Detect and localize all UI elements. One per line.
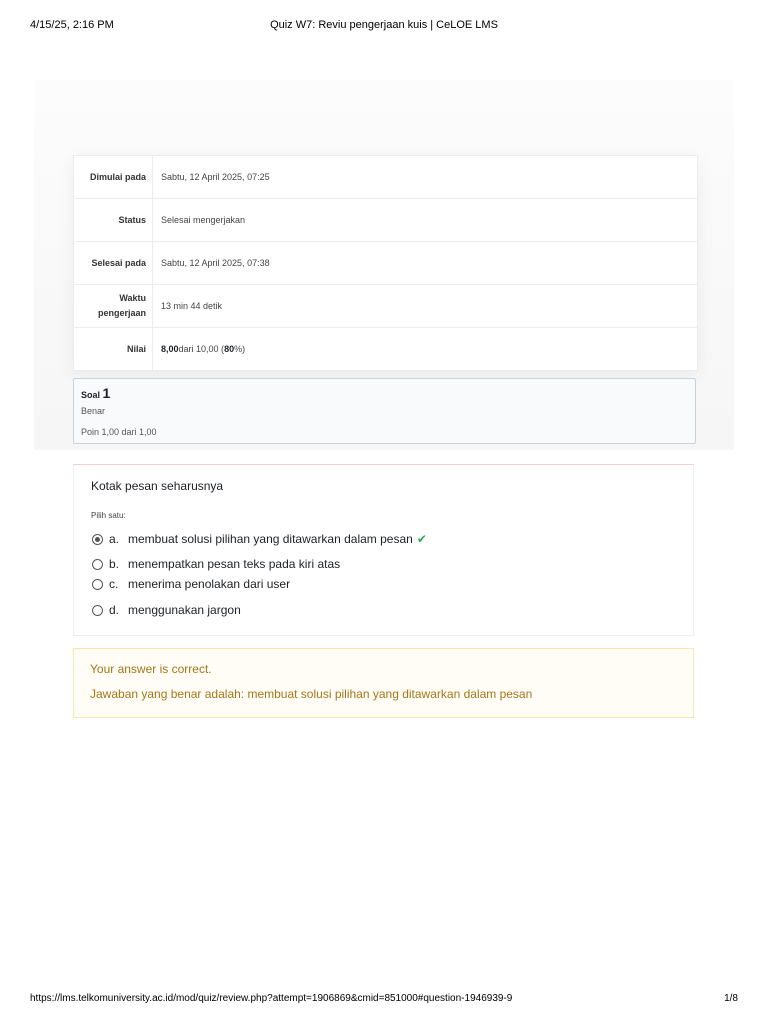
grade-percent: 80: [224, 344, 235, 354]
print-url: https://lms.telkomuniversity.ac.id/mod/quiz/review.php?attempt=1906869&cmid=851000#question-1946939-9: [30, 993, 513, 1004]
completed-label: Selesai pada: [91, 257, 146, 268]
question-info: [73, 378, 696, 444]
duration-label-line2: pengerjaan: [97, 308, 146, 318]
answer-option-a[interactable]: [92, 532, 427, 546]
summary-row-completed: [74, 242, 697, 285]
summary-row-duration: [74, 285, 697, 328]
print-header: [0, 19, 768, 33]
grade-score: 8,00: [161, 344, 179, 354]
grade-value: [152, 328, 697, 370]
check-icon: ✔: [416, 532, 427, 546]
option-text: menerima penolakan dari user: [128, 577, 291, 591]
radio-option-a[interactable]: [92, 534, 103, 545]
option-letter: c.: [109, 577, 119, 591]
grade-rest: dari 10,00 (: [178, 344, 225, 354]
attempt-summary-table: [73, 155, 698, 371]
option-text: menempatkan pesan teks pada kiri atas: [128, 557, 341, 571]
option-text: menggunakan jargon: [128, 603, 241, 617]
option-letter: d.: [109, 603, 120, 617]
question-number: [81, 385, 110, 401]
option-text: membuat solusi pilihan yang ditawarkan dalam pesan: [128, 532, 413, 546]
radio-option-d[interactable]: [92, 605, 103, 616]
duration-label-line1: Waktu: [119, 293, 146, 303]
feedback-correct-answer: Jawaban yang benar adalah: membuat solusi pilihan yang ditawarkan dalam pesan: [90, 687, 533, 701]
answer-option-b[interactable]: [92, 557, 340, 571]
question-text: Kotak pesan seharusnya: [91, 479, 224, 493]
summary-row-grade: [74, 328, 697, 370]
question-state: Benar: [81, 406, 106, 416]
question-number-value: 1: [102, 385, 111, 401]
completed-value: Sabtu, 12 April 2025, 07:38: [152, 242, 697, 284]
duration-value: 13 min 44 detik: [152, 285, 697, 327]
radio-option-b[interactable]: [92, 559, 103, 570]
summary-row-status: [74, 199, 697, 242]
grade-end: %): [234, 344, 246, 354]
duration-label: [74, 291, 152, 321]
feedback-result: Your answer is correct.: [90, 662, 212, 676]
summary-row-started: [74, 156, 697, 199]
option-letter: b.: [109, 557, 120, 571]
started-label: Dimulai pada: [89, 171, 146, 182]
print-page-title: Quiz W7: Reviu pengerjaan kuis | CeLOE LMS: [270, 19, 498, 31]
answer-feedback: [73, 648, 694, 718]
started-value: Sabtu, 12 April 2025, 07:25: [152, 156, 697, 198]
print-date: 4/15/25, 2:16 PM: [30, 19, 114, 31]
status-label: Status: [118, 214, 146, 225]
answer-option-c[interactable]: [92, 577, 290, 591]
question-label: Soal: [81, 390, 103, 400]
print-page-number: 1/8: [724, 993, 738, 1004]
answer-prompt: Pilih satu:: [91, 511, 126, 520]
answer-option-d[interactable]: [92, 603, 241, 617]
option-letter: a.: [109, 532, 120, 546]
radio-option-c[interactable]: [92, 579, 103, 590]
status-value: Selesai mengerjakan: [152, 199, 697, 241]
grade-label: Nilai: [126, 343, 146, 354]
question-grade: Poin 1,00 dari 1,00: [81, 427, 157, 437]
question-content: [73, 464, 694, 636]
